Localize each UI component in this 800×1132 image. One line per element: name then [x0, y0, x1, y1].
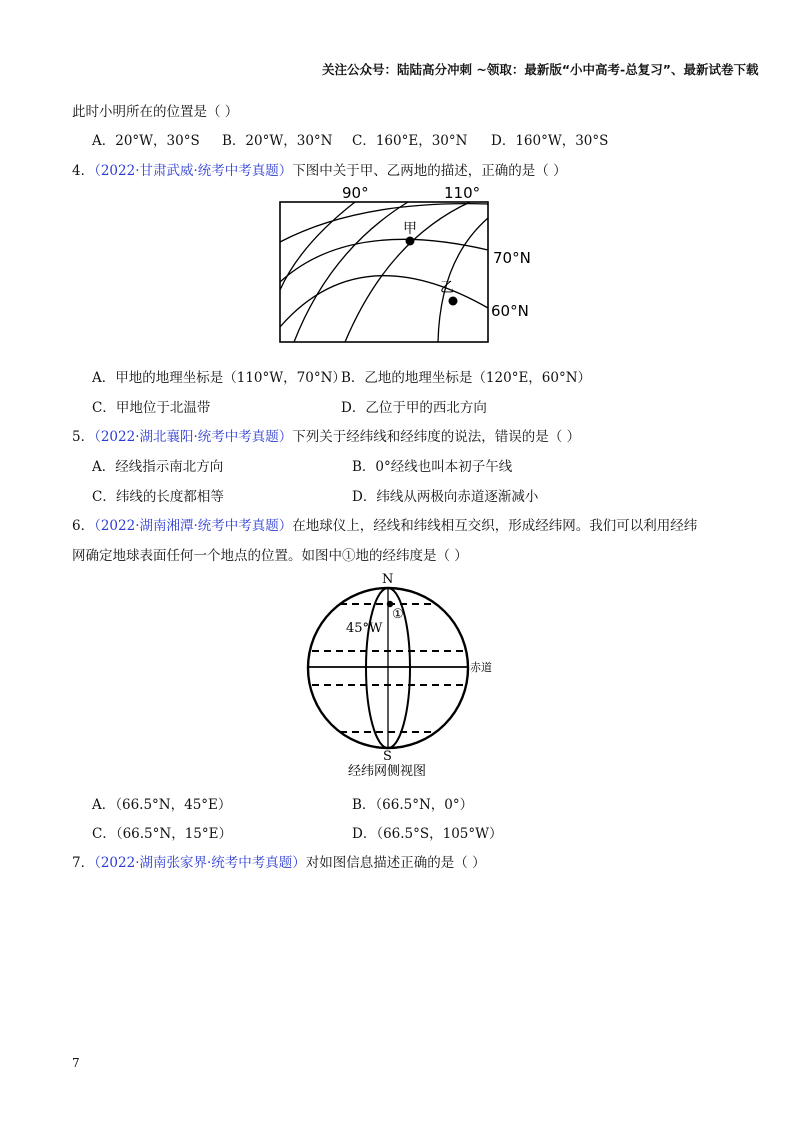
- q5-line: [72, 425, 580, 445]
- q4-point-yi: [449, 297, 458, 306]
- q3-option-a: A．20°W，30°S: [92, 133, 200, 149]
- q7-stem: 对如图信息描述正确的是（ ）: [305, 855, 486, 871]
- q4-lon-left-label: 90°: [342, 184, 369, 202]
- q4-lon-right-label: 110°: [444, 184, 481, 202]
- q4-stem: 下图中关于甲、乙两地的描述，正确的是（ ）: [292, 163, 567, 179]
- q4-meridian: [294, 202, 408, 342]
- q4-number: 4．: [72, 163, 95, 179]
- q5-stem: 下列关于经纬线和经纬度的说法，错误的是（ ）: [292, 429, 581, 445]
- q6-option-a: A．（66.5°N，45°E）: [92, 797, 232, 813]
- q4-point-jia-label: 甲: [403, 221, 417, 237]
- q6-caption: 经纬网侧视图: [348, 764, 427, 779]
- q5-option-b: B．0°经线也叫本初子午线: [352, 459, 513, 475]
- q6-point-1-label: ①: [392, 607, 404, 622]
- q7-number: 7．: [72, 855, 95, 871]
- q4-option-b: B．乙地的地理坐标是（120°E，60°N）: [341, 370, 592, 386]
- q6-equator-label: 赤道: [470, 661, 492, 674]
- q6-lon-label: 45°W: [346, 621, 383, 636]
- q6-option-d: D．（66.5°S，105°W）: [352, 826, 503, 842]
- q6-globe-figure: [296, 568, 516, 783]
- q4-graticule-figure: [270, 180, 540, 345]
- q5-option-c: C．纬线的长度都相等: [92, 489, 224, 505]
- q6-number: 6．: [72, 518, 95, 534]
- q6-source: （2022·湖南湘潭·统考中考真题）: [94, 518, 293, 534]
- q4-option-a: A．甲地的地理坐标是（110°W，70°N）: [92, 370, 346, 386]
- q5-source: （2022·湖北襄阳·统考中考真题）: [94, 429, 293, 445]
- q4-line: [72, 159, 567, 179]
- q3-stem: 此时小明所在的位置是（ ）: [72, 104, 239, 120]
- q3-option-c: C．160°E，30°N: [352, 133, 468, 149]
- q7-source: （2022·湖南张家界·统考中考真题）: [94, 855, 306, 871]
- q4-grid-lines: [280, 202, 488, 342]
- q4-point-yi-label: 乙: [440, 280, 454, 296]
- q4-point-jia: [406, 237, 415, 246]
- q6-south-label: S: [383, 749, 392, 764]
- q6-stem-line1: 在地球仪上，经线和纬线相互交织，形成经纬网。我们可以利用经纬: [292, 518, 698, 534]
- q6-line-1: [72, 514, 697, 534]
- q5-option-d: D．纬线从两极向赤道逐渐减小: [352, 489, 539, 505]
- q4-lat-top-label: 70°N: [493, 249, 531, 267]
- q4-meridian: [280, 202, 355, 290]
- page-header: 关注公众号：陆陆高分冲刺 ~领取：最新版“小中高考-总复习”、最新试卷下载: [322, 62, 759, 77]
- q6-stem-line2: 网确定地球表面任何一个地点的位置。如图中①地的经纬度是（ ）: [72, 548, 468, 564]
- q5-option-a: A．经线指示南北方向: [92, 459, 224, 475]
- q4-source: （2022·甘肃武威·统考中考真题）: [94, 163, 293, 179]
- q4-lat-bottom-label: 60°N: [491, 302, 529, 320]
- q3-option-b: B．20°W，30°N: [222, 133, 333, 149]
- q5-number: 5．: [72, 429, 95, 445]
- page-number: 7: [72, 1056, 80, 1070]
- q7-line: [72, 851, 486, 871]
- q4-option-c: C．甲地位于北温带: [92, 400, 211, 416]
- q6-option-b: B．（66.5°N，0°）: [352, 797, 474, 813]
- q4-option-d: D．乙位于甲的西北方向: [341, 400, 487, 416]
- q6-north-label: N: [382, 572, 394, 587]
- q6-option-c: C．（66.5°N，15°E）: [92, 826, 232, 842]
- q3-option-d: D．160°W，30°S: [491, 133, 609, 149]
